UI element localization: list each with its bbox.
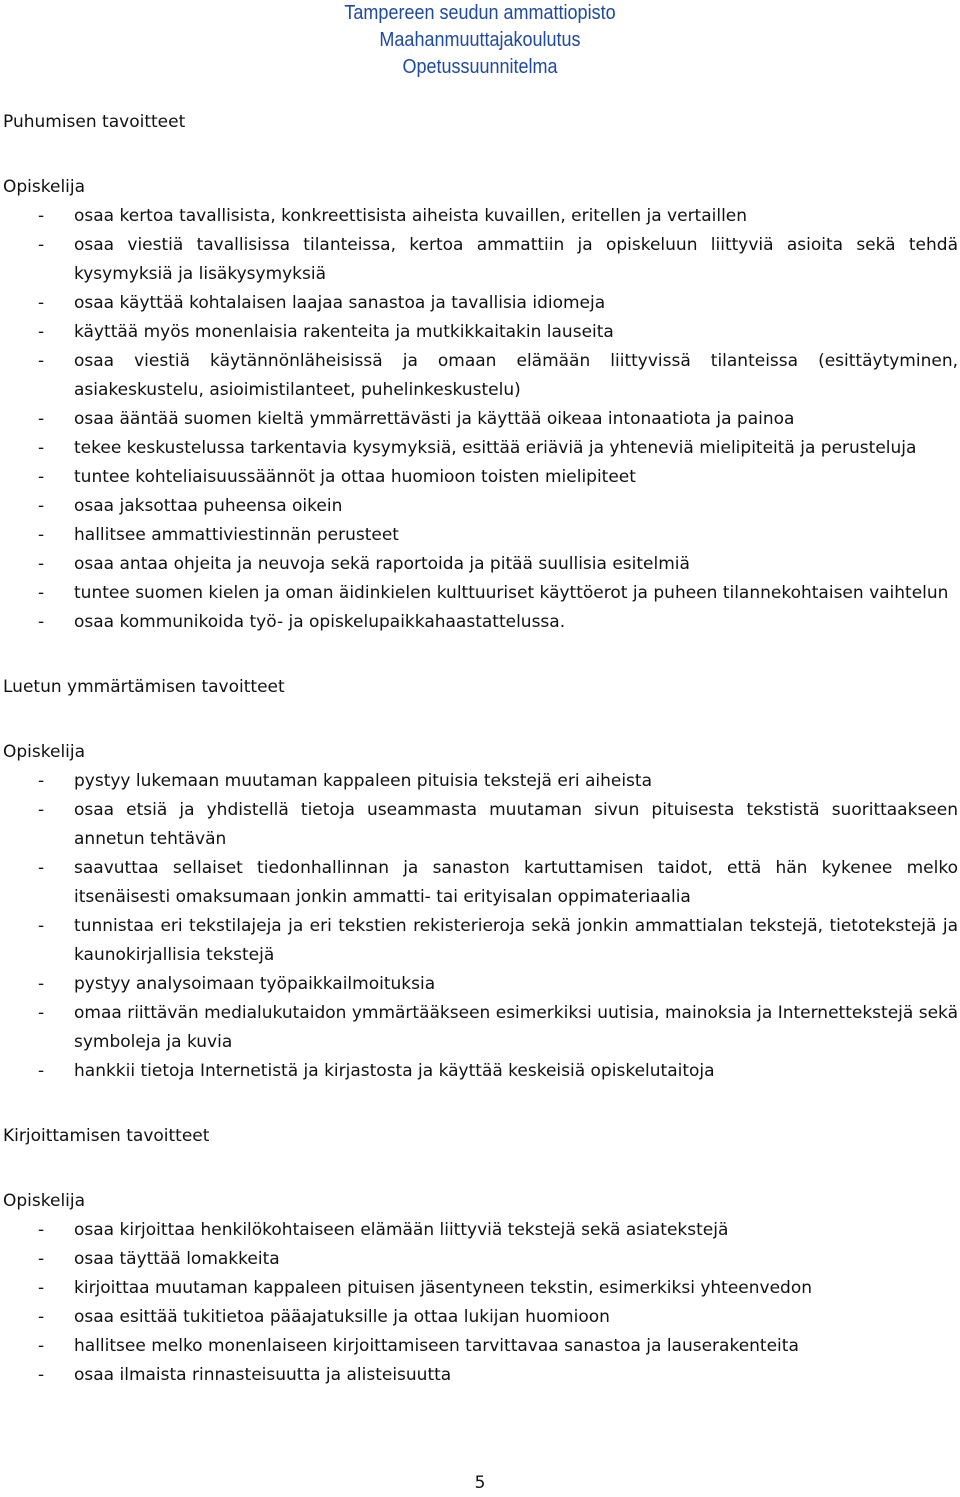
list-item: - hallitsee ammattiviestinnän perusteet (38, 525, 399, 545)
list-item: - omaa riittävän medialukutaidon ymmärtääkseen esimerkiksi uutisia, mainoksia ja Internettekstejä sekä symboleja ja kuvia (38, 1003, 958, 1052)
student-label: Opiskelija (3, 1191, 86, 1211)
list-item: - käyttää myös monenlaisia rakenteita ja mutkikkaitakin lauseita (38, 322, 614, 342)
list-item: - osaa kertoa tavallisista, konkreettisista aiheista kuvaillen, eritellen ja vertaillen (38, 206, 748, 226)
list-item: - pystyy lukemaan muutaman kappaleen pituisia tekstejä eri aiheista (38, 771, 652, 791)
list-item: - osaa kirjoittaa henkilökohtaiseen elämään liittyviä tekstejä sekä asiatekstejä (38, 1220, 729, 1240)
list-item: - osaa jaksottaa puheensa oikein (38, 496, 343, 516)
list-item: - osaa käyttää kohtalaisen laajaa sanastoa ja tavallisia idiomeja (38, 293, 606, 313)
page-number: 5 (474, 1473, 486, 1493)
list-item: - osaa täyttää lomakkeita (38, 1249, 280, 1269)
document-body (3, 108, 958, 1390)
list-item: - osaa ilmaista rinnasteisuutta ja alisteisuutta (38, 1365, 452, 1385)
list-item: - tuntee kohteliaisuussäännöt ja ottaa huomioon toisten mielipiteet (38, 467, 636, 487)
document-header (318, 0, 642, 81)
list-item: - osaa kommunikoida työ- ja opiskelupaikkahaastattelussa. (38, 612, 566, 632)
section-reading (3, 673, 958, 1086)
list-item: - tekee keskustelussa tarkentavia kysymyksiä, esittää eriäviä ja yhteneviä mielipiteitä ja perusteluja (38, 438, 917, 458)
list-item: - saavuttaa sellaiset tiedonhallinnan ja sanaston kartuttamisen taidot, että hän kykenee melko itsenäisesti omaksumaan jonkin ammatti- tai erityisalan oppimateriaalia (38, 858, 958, 907)
student-label: Opiskelija (3, 177, 86, 197)
section-writing (3, 1122, 958, 1390)
objective-list (3, 202, 958, 637)
list-item: - tuntee suomen kielen ja oman äidinkielen kulttuuriset käyttöerot ja puheen tilannekohtaisen vaihtelun (38, 583, 949, 603)
list-item: - osaa viestiä tavallisissa tilanteissa, kertoa ammattiin ja opiskeluun liittyviä asioita sekä tehdä kysymyksiä ja lisäkysymyksiä (38, 235, 958, 284)
list-item: - hallitsee melko monenlaiseen kirjoittamiseen tarvittavaa sanastoa ja lauserakenteita (38, 1336, 799, 1356)
list-item: - osaa ääntää suomen kieltä ymmärrettävästi ja käyttää oikeaa intonaatiota ja painoa (38, 409, 795, 429)
list-item: - hankkii tietoja Internetistä ja kirjastosta ja käyttää keskeisiä opiskelutaitoja (38, 1061, 715, 1081)
header-program: Maahanmuuttajakoulutus (379, 29, 581, 51)
list-item: - osaa antaa ohjeita ja neuvoja sekä raportoida ja pitää suullisia esitelmiä (38, 554, 690, 574)
section-title: Kirjoittamisen tavoitteet (3, 1126, 210, 1146)
objective-list (3, 767, 958, 1086)
objective-list (3, 1216, 958, 1390)
header-school: Tampereen seudun ammattiopisto (344, 2, 616, 24)
section-title: Luetun ymmärtämisen tavoitteet (3, 677, 285, 697)
list-item: - tunnistaa eri tekstilajeja ja eri tekstien rekisterieroja sekä jonkin ammattialan tekstejä, tietotekstejä ja kaunokirjallisia tekstejä (38, 916, 958, 965)
header-doc-type: Opetussuunnitelma (402, 56, 558, 78)
section-title: Puhumisen tavoitteet (3, 112, 186, 132)
section-speaking (3, 108, 958, 637)
list-item: - osaa etsiä ja yhdistellä tietoja useammasta muutaman sivun pituisesta tekstistä suorittaakseen annetun tehtävän (38, 800, 958, 849)
list-item: - osaa esittää tukitietoa pääajatuksille ja ottaa lukijan huomioon (38, 1307, 610, 1327)
student-label: Opiskelija (3, 742, 86, 762)
list-item: - pystyy analysoimaan työpaikkailmoituksia (38, 974, 436, 994)
list-item: - osaa viestiä käytännönläheisissä ja omaan elämään liittyvissä tilanteissa (esittäytyminen, asiakeskustelu, asioimistilanteet, puhelinkeskustelu) (38, 351, 958, 400)
list-item: - kirjoittaa muutaman kappaleen pituisen jäsentyneen tekstin, esimerkiksi yhteenvedon (38, 1278, 813, 1298)
